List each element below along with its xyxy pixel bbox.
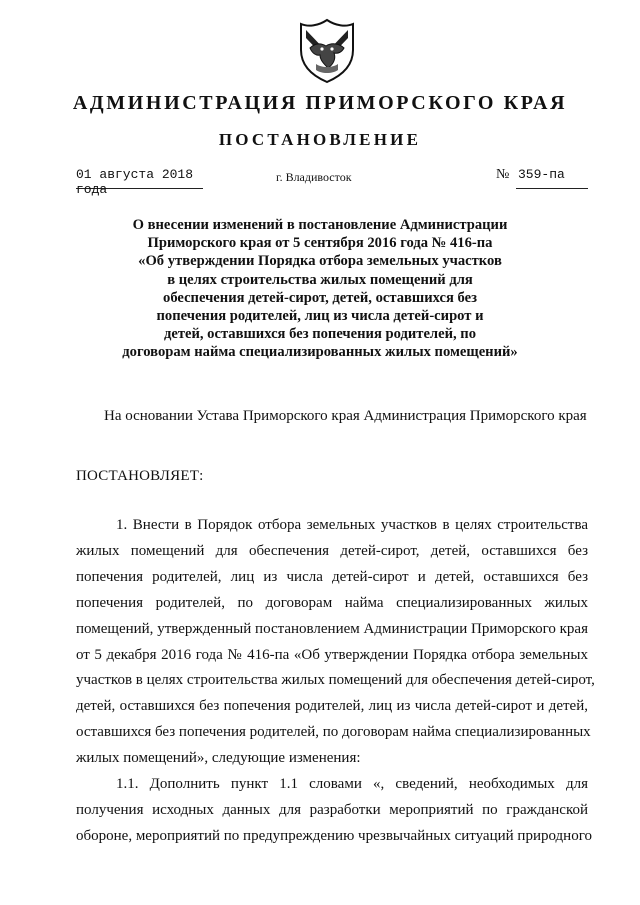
- heading-line: попечения родителей, лиц из числа детей-сирот и: [156, 308, 484, 325]
- heading-line: в целях строительства жилых помещений для: [167, 271, 473, 288]
- decree-word: ПОСТАНОВЛЯЕТ:: [76, 468, 204, 484]
- paragraph-1: [76, 513, 595, 772]
- paragraph-line: жилых помещений для обеспечения детей-сирот, детей, оставшихся без: [76, 542, 588, 559]
- administration-title: АДМИНИСТРАЦИЯ ПРИМОРСКОГО КРАЯ: [72, 92, 568, 114]
- paragraph-line: помещений, утвержденный постановлением Администрации Приморского края: [76, 620, 588, 637]
- heading-line: договорам найма специализированных жилых помещений»: [122, 344, 518, 361]
- paragraph-1-1: [76, 772, 592, 850]
- heading-line: детей, оставшихся без попечения родителей, по: [163, 326, 477, 343]
- paragraph-line: участков в целях строительства жилых помещений для обеспечения детей-сирот,: [76, 672, 595, 689]
- document-type: ПОСТАНОВЛЕНИЕ: [218, 130, 422, 149]
- heading-line: О внесении изменений в постановление Администрации: [132, 217, 508, 233]
- heading-line: Приморского края от 5 сентября 2016 года № 416-па: [147, 235, 493, 252]
- paragraph-line: 1.1. Дополнить пункт 1.1 словами «, сведений, необходимых для: [116, 776, 588, 792]
- heading-line: «Об утверждении Порядка отбора земельных участков: [138, 253, 502, 270]
- legal-basis: На основании Устава Приморского края Администрация Приморского края: [104, 408, 587, 424]
- document-number-label: №: [496, 167, 510, 182]
- paragraph-line: 1. Внести в Порядок отбора земельных участков в целях строительства: [116, 517, 588, 533]
- document-number: 359-па: [516, 167, 588, 189]
- paragraph-line: получения исходных данных для разработки мероприятий по гражданской: [76, 801, 588, 818]
- coat-of-arms-emblem: [298, 18, 356, 84]
- document-heading: [60, 216, 580, 362]
- document-city: г. Владивосток: [276, 170, 352, 184]
- paragraph-line: попечения родителей, по договорам найма специализированных жилых: [76, 594, 588, 611]
- paragraph-line: попечения родителей, лиц из числа детей-сирот и детей, оставшихся без: [76, 568, 588, 585]
- paragraph-line: жилых помещений», следующие изменения:: [76, 750, 361, 767]
- heading-line: обеспечения детей-сирот, детей, оставшихся без: [163, 289, 477, 306]
- paragraph-line: детей, оставшихся без попечения родителей, лиц из числа детей-сирот и детей,: [76, 698, 588, 715]
- paragraph-line: от 5 декабря 2016 года № 416-па «Об утверждении Порядка отбора земельных: [76, 646, 588, 663]
- paragraph-line: обороне, мероприятий по предупреждению чрезвычайных ситуаций природного: [76, 827, 592, 844]
- paragraph-line: оставшихся без попечения родителей, по договорам найма специализированных: [76, 724, 591, 741]
- document-date: 01 августа 2018 года: [76, 167, 203, 189]
